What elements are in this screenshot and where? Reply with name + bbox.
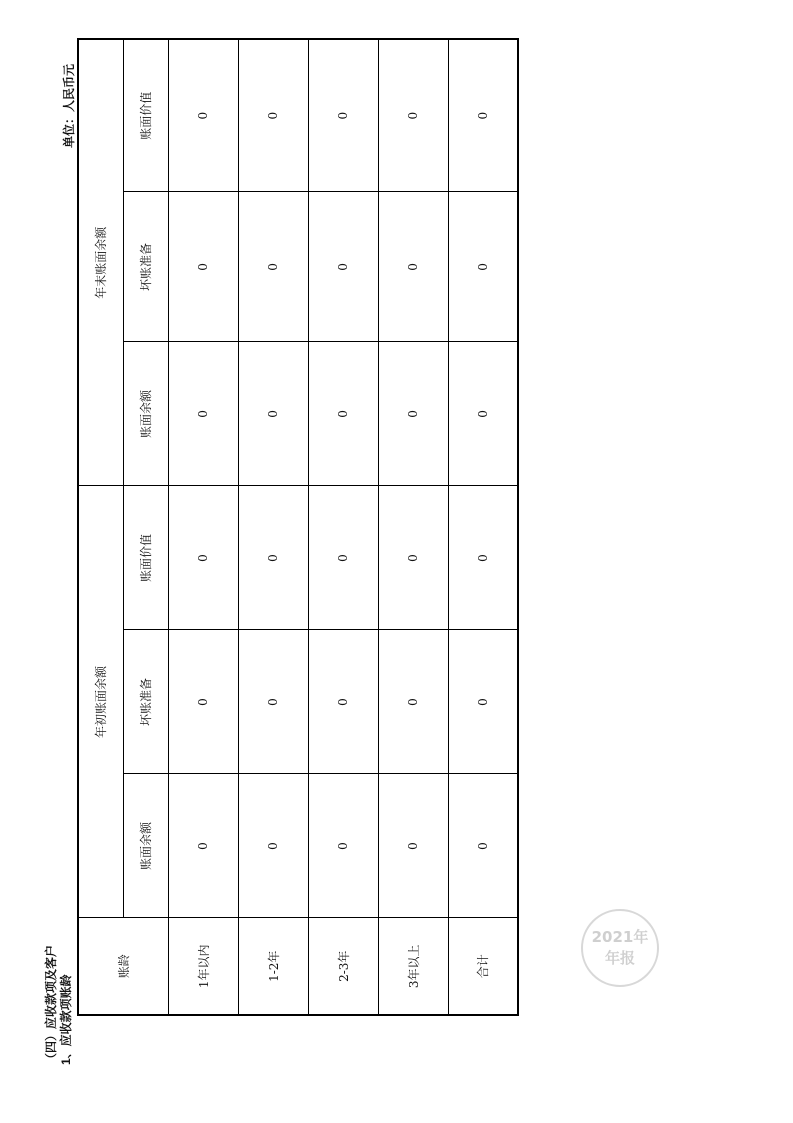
table-cell: 0 <box>168 630 238 774</box>
table-cell: 0 <box>238 630 308 774</box>
table-cell: 0 <box>448 630 518 774</box>
section-title: （四）应收款项及客户 <box>44 944 58 1065</box>
total-row <box>448 39 518 1015</box>
aging-header: 账龄 <box>78 918 168 1015</box>
table-cell: 0 <box>378 39 448 192</box>
table-cell: 0 <box>238 774 308 918</box>
table-row <box>308 39 378 1015</box>
col-header-closing-net: 账面价值 <box>123 39 168 192</box>
table-cell: 0 <box>168 486 238 630</box>
col-header-closing-provision: 坏账准备 <box>123 192 168 342</box>
table-cell: 0 <box>308 774 378 918</box>
stamp-year: 2021年 <box>591 928 649 946</box>
group-header-opening: 年初账面余额 <box>78 486 123 918</box>
table-cell: 0 <box>448 486 518 630</box>
table-cell: 0 <box>308 486 378 630</box>
table-cell: 0 <box>308 342 378 486</box>
table-cell: 0 <box>378 342 448 486</box>
table-cell: 0 <box>378 774 448 918</box>
table-row <box>238 39 308 1015</box>
annual-report-watermark-stamp <box>581 909 659 987</box>
col-header-closing-balance: 账面余额 <box>123 342 168 486</box>
table-cell: 0 <box>308 630 378 774</box>
table-cell: 0 <box>238 192 308 342</box>
table-cell: 0 <box>448 342 518 486</box>
table-cell: 0 <box>378 192 448 342</box>
receivables-aging-table <box>77 38 519 1016</box>
table-cell: 0 <box>308 39 378 192</box>
table-cell: 0 <box>308 192 378 342</box>
group-header-closing: 年末账面余额 <box>78 39 123 486</box>
table-cell: 0 <box>448 192 518 342</box>
table-cell: 0 <box>378 630 448 774</box>
table-cell: 0 <box>238 39 308 192</box>
row-label: 3年以上 <box>378 918 448 1015</box>
table-cell: 0 <box>448 774 518 918</box>
table-row <box>168 39 238 1015</box>
table-cell: 0 <box>238 342 308 486</box>
stamp-label: 年报 <box>604 949 635 967</box>
table-cell: 0 <box>168 774 238 918</box>
sub-title: 1、应收款项账龄 <box>59 974 73 1065</box>
row-label: 1-2年 <box>238 918 308 1015</box>
table-cell: 0 <box>168 192 238 342</box>
unit-label: 单位：人民币元 <box>62 63 76 148</box>
table-cell: 0 <box>378 486 448 630</box>
group-header-row <box>78 39 123 1015</box>
table-cell: 0 <box>168 39 238 192</box>
col-header-opening-net: 账面价值 <box>123 486 168 630</box>
table-cell: 0 <box>448 39 518 192</box>
row-label: 合计 <box>448 918 518 1015</box>
sub-header-row <box>123 39 168 1015</box>
table-cell: 0 <box>168 342 238 486</box>
table-row <box>378 39 448 1015</box>
col-header-opening-balance: 账面余额 <box>123 774 168 918</box>
col-header-opening-provision: 坏账准备 <box>123 630 168 774</box>
table-cell: 0 <box>238 486 308 630</box>
row-label: 2-3年 <box>308 918 378 1015</box>
row-label: 1年以内 <box>168 918 238 1015</box>
